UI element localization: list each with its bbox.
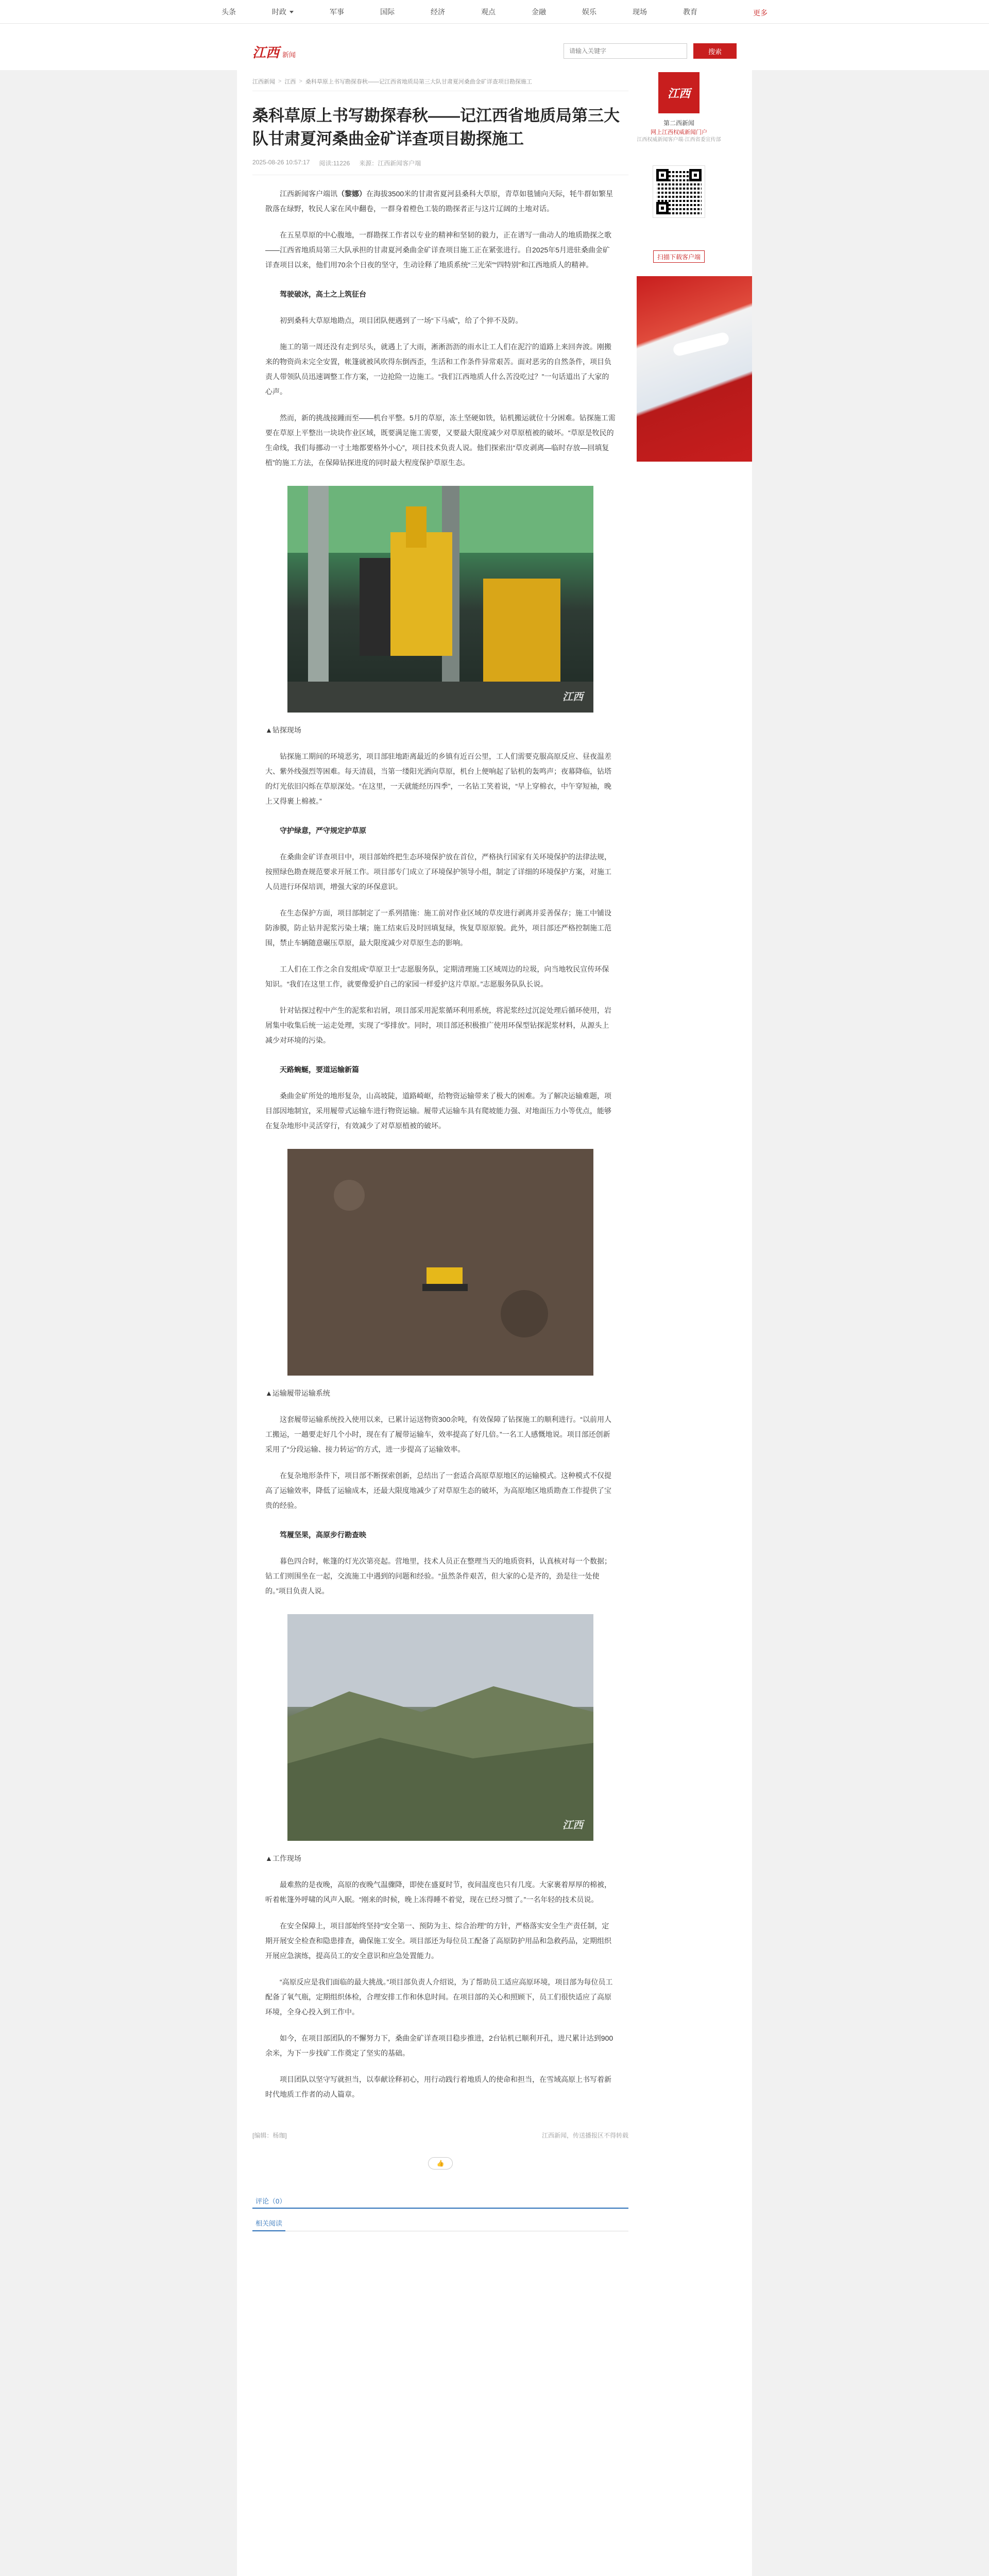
nav-more-link[interactable]: 更多 xyxy=(753,9,768,17)
nav-item-education[interactable]: 教育 xyxy=(683,8,697,16)
article-paragraph: 项目团队以坚守写就担当，以奉献诠释初心，用行动践行着地质人的使命和担当，在雪域高原上书写着新时代地质工作者的动人篇章。 xyxy=(265,2075,611,2098)
photo-watermark: 江西 xyxy=(562,1819,583,1831)
logo-subtext: 新闻 xyxy=(282,51,296,59)
nav-item-entertainment[interactable]: 娱乐 xyxy=(582,8,596,16)
article-paragraph: “高原反应是我们面临的最大挑战。”项目部负责人介绍说，为了帮助员工适应高原环境，项目部为每位员工配备了氧气瓶，定期组织体检，合理安排工作和休息时间。在项目部的关心和照顾下，员工们很快适应了高原环境，全身心投入到工作中。 xyxy=(265,1978,613,2016)
nav-item-international[interactable]: 国际 xyxy=(380,8,395,16)
article-paragraph: 然而，新的挑战接踵而至——机台平整。5月的草原，冻土坚硬如铁，钻机搬运就位十分困难。钻探施工需要在草原上平整出一块块作业区域，既要满足施工需要，又要最大限度减少对草原植被的破坏。“草原是牧民的生命线，我们每挪动一寸土地都要格外小心”，项目技术负责人说。他们探索出“草皮剥离—临时存放—回填复植”的施工方法，在保障钻探进度的同时最大程度保护草原生态。 xyxy=(265,414,616,467)
sidebar-ad-banner[interactable] xyxy=(637,276,752,462)
photo-caption: ▲运输履带运输系统 xyxy=(265,1389,330,1397)
qr-code-icon xyxy=(653,166,705,217)
app-name: 第二西新闻 xyxy=(663,120,694,127)
article-paragraph: 在生态保护方面，项目部制定了一系列措施：施工前对作业区域的草皮进行剥离并妥善保存；施工中铺设防渗膜，防止钻井泥浆污染土壤；施工结束后及时回填复绿，恢复草原原貌。此外，项目部还严格控制施工范围，禁止车辆随意碾压草原，最大限度减少对草原生态的影响。 xyxy=(265,909,611,947)
lead-intro: 江西新闻客户端讯 xyxy=(280,190,337,198)
nav-item-live[interactable]: 现场 xyxy=(633,8,647,16)
qr-corner xyxy=(656,202,669,214)
top-nav-inner xyxy=(221,0,768,24)
nav-item-opinion[interactable]: 观点 xyxy=(481,8,496,16)
lead-author: （黎娜） xyxy=(337,190,366,198)
article-paragraph xyxy=(252,187,628,216)
article-paragraph: 桑曲金矿所处的地形复杂，山高坡陡，道路崎岖，给物资运输带来了极大的困难。为了解决运输难题，项目部因地制宜，采用履带式运输车进行物资运输。履带式运输车具有爬坡能力强、对地面压力小等优点，能够在复杂地形中灵活穿行，有效减少了对草原植被的破坏。 xyxy=(265,1092,611,1130)
nav-item-finance[interactable]: 金融 xyxy=(532,8,546,16)
section-heading: 笃履坚果，高原步行勘查映 xyxy=(280,1531,366,1539)
article-editor: [编辑：杨珈] xyxy=(252,2132,287,2139)
article-photo-transport xyxy=(287,1149,593,1376)
app-logo[interactable] xyxy=(658,72,700,113)
article-photo-drilling xyxy=(287,486,593,713)
app-tagline: 网上江西权威新闻门户 xyxy=(651,129,707,135)
nav-item-politics[interactable] xyxy=(272,7,294,17)
breadcrumb-separator: > xyxy=(278,78,282,84)
article-paragraph: 如今，在项目部团队的不懈努力下，桑曲金矿详查项目稳步推进，2台钻机已顺利开孔，进尺累计达到900余米，为下一步找矿工作奠定了坚实的基础。 xyxy=(265,2034,613,2057)
nav-item-economy[interactable]: 经济 xyxy=(431,8,445,16)
article-paragraph: 暮色四合时，帐篷的灯光次第亮起。营地里，技术人员正在整理当天的地质资料，认真核对每一个数据；钻工们则围坐在一起，交流施工中遇到的问题和经验。“虽然条件艰苦，但大家的心是齐的，劲是往一处使的。”项目负责人说。 xyxy=(265,1557,611,1595)
airplane-graphic xyxy=(672,331,730,357)
article-paragraph: 在五星草原的中心腹地，一群勘探工作者以专业的精神和坚韧的毅力，正在谱写一曲动人的地质勘探之歌——江西省地质局第三大队承担的甘肃夏河桑曲金矿详查项目施工正在紧张进行。自2025年5月进驻桑曲金矿详查项目以来，他们用70余个日夜的坚守，生动诠释了地质系统“三光荣”“四特别”和江西地质人的精神。 xyxy=(265,231,611,269)
app-logo-text: 江西 xyxy=(667,87,690,100)
article-meta xyxy=(252,159,628,167)
article-photo-worksite xyxy=(287,1614,593,1841)
transport-vehicle-illustration xyxy=(287,1149,593,1376)
thumbs-up-icon: 👍 xyxy=(436,2160,445,2167)
photo-watermark: 江西 xyxy=(562,690,583,703)
tab-related-reading[interactable]: 相关阅读 xyxy=(252,2218,285,2231)
breadcrumb xyxy=(252,77,628,91)
section-heading: 天路蜿蜒，要道运输新篇 xyxy=(280,1065,359,1074)
top-nav xyxy=(0,0,989,24)
search-input[interactable] xyxy=(564,43,687,59)
article-paragraph: 工人们在工作之余自发组成“草原卫士”志愿服务队，定期清理施工区域周边的垃圾，向当地牧民宣传环保知识。“我们在这里工作，就要像爱护自己的家园一样爱护这片草原。”志愿服务队队长说。 xyxy=(265,965,609,988)
article-source: 来源：江西新闻客户端 xyxy=(359,160,421,167)
article-paragraph: 施工的第一周还没有走到尽头，就遇上了大雨，淅淅沥沥的雨水让工人们在泥泞的道路上来回奔波。刚搬来的物资尚未完全安置，帐篷就被风吹得东倒西歪，生活和工作条件异常艰苦。面对恶劣的自然条件，项目负责人带领队员迅速调整工作方案，一边抢险一边施工。“我们江西地质人什么苦没吃过？”一句话道出了大家的心声。 xyxy=(265,343,611,396)
article-paragraph: 在桑曲金矿详查项目中，项目部始终把生态环境保护放在首位，严格执行国家有关环境保护的法律法规，按照绿色勘查规范要求开展工作。项目部专门成立了环境保护领导小组，制定了详细的环境保护方案，对施工人员进行环保培训，增强大家的环保意识。 xyxy=(265,853,611,891)
drilling-rig-illustration xyxy=(287,486,593,713)
breadcrumb-section[interactable]: 江西 xyxy=(284,79,296,85)
download-app-button[interactable]: 扫描下载客户端 xyxy=(653,250,705,263)
like-button[interactable] xyxy=(428,2157,453,2170)
article-date: 2025-08-26 10:57:17 xyxy=(252,159,310,166)
search-button[interactable]: 搜索 xyxy=(693,43,737,59)
sidebar xyxy=(626,70,752,2576)
chevron-down-icon xyxy=(289,11,294,13)
article-main xyxy=(252,101,628,2231)
lead-text: 在海拔3500米的甘肃省夏河县桑科大草原，青草如毯铺向天际，牦牛群如繁星散落在绿野，牧民人家在风中翻卷，一群身着橙色工装的勘探者正与这片辽阔的土地对话。 xyxy=(265,190,613,213)
tab-comments[interactable]: 评论（0） xyxy=(255,2197,286,2205)
breadcrumb-current: 桑科草原上书写勘探春秋——记江西省地质局第三大队甘肃夏河桑曲金矿详查项目勘探施工 xyxy=(305,79,532,85)
logo-text: 江西 xyxy=(252,45,280,61)
grassland-hills-illustration xyxy=(287,1614,593,1841)
article-paragraph: 在安全保障上，项目部始终坚持“安全第一、预防为主、综合治理”的方针，严格落实安全生产责任制，定期开展安全检查和隐患排查，确保施工安全。项目部还为每位员工配备了高原防护用品和急救药品，定期组织开展应急演练，提高员工的安全意识和应急处置能力。 xyxy=(265,1922,611,1960)
article-paragraph: 初到桑科大草原地勘点，项目团队便遇到了一场“下马威”，给了个猝不及防。 xyxy=(280,316,523,325)
article-paragraph: 这套履带运输系统投入使用以来，已累计运送物资300余吨，有效保障了钻探施工的顺利进行。“以前用人工搬运，一趟要走好几个小时，现在有了履带运输车，效率提高了好几倍。”一名工人感慨地说。项目部还创新采用了“分段运输、接力转运”的方式，进一步提高了运输效率。 xyxy=(265,1415,612,1453)
article-paragraph: 在复杂地形条件下，项目部不断探索创新，总结出了一套适合高原草原地区的运输模式。这种模式不仅提高了运输效率，降低了运输成本，还最大限度地减少了对草原生态的破坏，为高原地区地质勘查工作提供了宝贵的经验。 xyxy=(265,1471,611,1510)
page-wrap xyxy=(237,70,752,2576)
nav-item-headlines[interactable]: 头条 xyxy=(221,8,236,16)
site-header xyxy=(0,24,989,70)
breadcrumb-home[interactable]: 江西新闻 xyxy=(252,79,275,85)
copyright-note: 江西新闻，传送播报区不得转载 xyxy=(541,2132,628,2139)
article-paragraph: 针对钻探过程中产生的泥浆和岩屑，项目部采用泥浆循环利用系统，将泥浆经过沉淀处理后循环使用，岩屑集中收集后统一运走处理，实现了“零排放”。同时，项目部还积极推广使用环保型钻探泥浆材料，从源头上减少对环境的污染。 xyxy=(265,1006,611,1044)
section-heading: 驾驶破冰，高土之上筑征台 xyxy=(280,290,366,298)
comments-bar xyxy=(252,2195,628,2209)
article-views: 阅读:11226 xyxy=(319,160,350,167)
section-heading: 守护绿意，严守规定护草原 xyxy=(280,826,366,835)
article-paragraph: 钻探施工期间的环境恶劣，项目部驻地距离最近的乡镇有近百公里，工人们需要克服高原反应、昼夜温差大、紫外线强烈等困难。每天清晨，当第一缕阳光洒向草原，机台上便响起了钻机的轰鸣声；夜幕降临，钻塔的灯光依旧闪烁在草原深处。“在这里，一天就能经历四季”，一名钻工笑着说，“早上穿棉衣，中午穿短袖，晚上又得裹上棉被。” xyxy=(265,752,611,805)
breadcrumb-separator: > xyxy=(299,78,302,84)
nav-item-military[interactable]: 军事 xyxy=(330,8,344,16)
photo-caption: ▲工作现场 xyxy=(265,1854,301,1862)
article-title: 桑科草原上书写勘探春秋——记江西省地质局第三大队甘肃夏河桑曲金矿详查项目勘探施工 xyxy=(252,107,620,148)
site-logo[interactable] xyxy=(252,42,296,61)
related-reading-header xyxy=(252,2218,628,2231)
app-tagline-secondary: 江西权威新闻客户端·江西省委宣传部 xyxy=(637,137,721,143)
article-paragraph: 最难熬的是夜晚，高原的夜晚气温骤降，即使在盛夏时节，夜间温度也只有几度。大家裹着厚厚的棉被，听着帐篷外呼啸的风声入眠。“刚来的时候，晚上冻得睡不着觉，现在已经习惯了。”一名年轻的技术员说。 xyxy=(265,1880,611,1904)
article-footer xyxy=(252,2131,628,2140)
photo-caption: ▲钻探现场 xyxy=(265,726,301,734)
qr-corner xyxy=(656,169,669,181)
qr-corner xyxy=(689,169,702,181)
nav-item-politics-label: 时政 xyxy=(272,8,286,16)
